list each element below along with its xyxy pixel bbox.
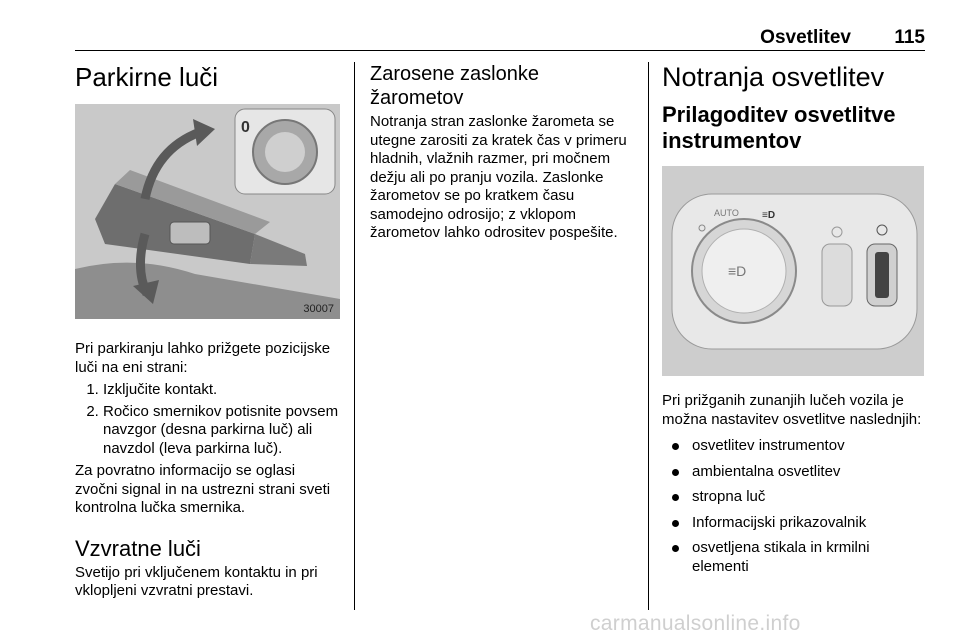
watermark: carmanualsonline.info <box>590 612 801 635</box>
condensation-text: Notranja stran zaslonke žarometa se utegne zarositi za kratek čas v primeru hladnih, vlažnih razmer, pri močnem dežju ali po pranju vozila. Zaslonke žarometov se po kratkem času samodejno odrosijo; z vklopom žarometov lahko odrositev pospešite. <box>370 113 627 241</box>
bullet <box>672 494 679 501</box>
lighting-intro: Pri prižganih zunanjih lučeh vozila je možna nastavitev osvetlitve naslednjih: <box>662 392 922 428</box>
section-title: Osvetlitev <box>760 27 851 48</box>
subheading-line2: instrumentov <box>662 128 802 153</box>
heading-condensation-line2: žarometov <box>370 87 464 109</box>
figure-id: 30007 <box>303 303 334 315</box>
light-switch-illustration <box>662 166 924 376</box>
heading-condensation-line1: Zarosene zaslonke <box>370 63 539 85</box>
page-number: 115 <box>894 27 925 48</box>
heading-reverse-lights: Vzvratne luči <box>75 535 201 561</box>
column-parking-lights <box>75 62 340 601</box>
svg-text:≡D: ≡D <box>728 263 747 279</box>
column-headlight-condensation <box>370 62 635 243</box>
bullet <box>672 443 679 450</box>
bullet <box>672 520 679 527</box>
parking-intro: Pri parkiranju lahko prižgete pozicijske luči na eni strani: <box>75 340 331 376</box>
svg-text:≡D: ≡D <box>762 210 776 221</box>
figure-turn-signal-lever <box>75 104 340 319</box>
list-item: osvetljena stikala in krmilni elementi <box>662 539 927 576</box>
lighting-list <box>662 437 927 576</box>
list-item: 1. Izključite kontakt. <box>103 381 340 400</box>
subheading-line1: Prilagoditev osvetlitve <box>662 102 896 127</box>
parking-feedback: Za povratno informacijo se oglasi zvočni signal in na ustrezni strani sveti kontrolna lučka smernika. <box>75 462 331 516</box>
auto-label: AUTO <box>714 208 739 218</box>
list-item: stropna luč <box>662 488 927 507</box>
column-divider <box>648 62 649 610</box>
column-interior-lighting <box>662 62 927 583</box>
bullet <box>672 469 679 476</box>
reverse-text: Svetijo pri vključenem kontaktu in pri vklopljeni vzvratni prestavi. <box>75 563 318 599</box>
page-header <box>75 20 925 51</box>
column-divider <box>354 62 355 610</box>
heading-parking-lights: Parkirne luči <box>75 62 219 92</box>
list-item: ambientalna osvetlitev <box>662 463 927 482</box>
list-item: 2. Ročico smernikov potisnite povsem navzgor (desna parkirna luč) ali navzdol (leva parkirna luč). <box>103 403 340 459</box>
bullet <box>672 545 679 552</box>
svg-text:0: 0 <box>241 119 250 136</box>
parking-steps <box>75 381 340 458</box>
figure-light-switch <box>662 166 924 376</box>
list-item: Informacijski prikazovalnik <box>662 514 927 533</box>
list-item: osvetlitev instrumentov <box>662 437 927 456</box>
heading-interior-lighting: Notranja osvetlitev <box>662 62 885 92</box>
turn-signal-lever-illustration <box>75 104 340 319</box>
